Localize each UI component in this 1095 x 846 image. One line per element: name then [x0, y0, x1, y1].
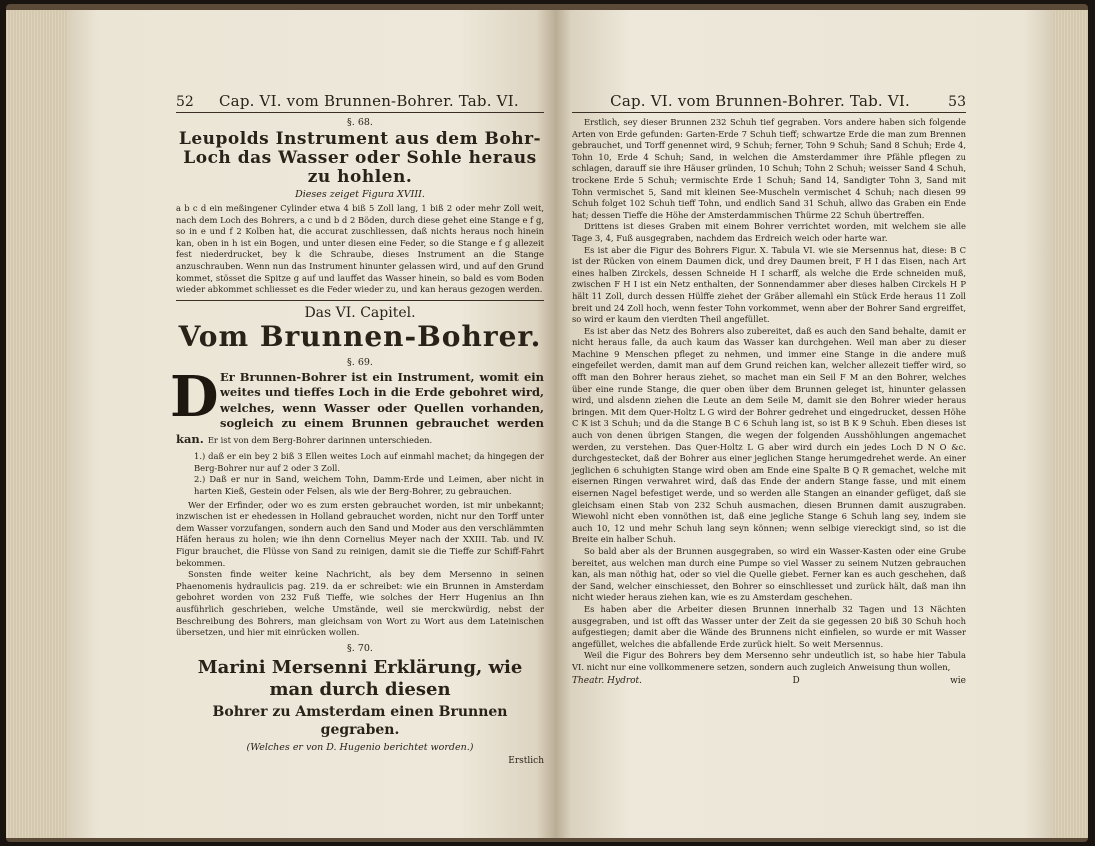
page-number-left: 52 — [176, 94, 194, 110]
section-mark-70: §. 70. — [347, 642, 373, 654]
page-number-right: 53 — [948, 94, 966, 110]
signature-text: Theatr. Hydrot. — [572, 675, 643, 686]
catchword-left: Erstlich — [508, 755, 544, 766]
chapter-title: Vom Brunnen-Bohrer. — [178, 319, 542, 353]
intro-tail: Er ist von dem Berg-Bohrer darinnen unterschieden. — [207, 434, 433, 445]
difference-list — [176, 451, 544, 497]
paragraph: Sonsten finde weiter keine Nachricht, als bey dem Mersenno in seinen Phaenomenis hydraulicis pag. 219. da er schreibet: wie ein Brunnen in Amsterdam gebohret worden von 232 Fuß Tieffe, wie solches der Herr Hugenius an Ihn ausführlich geschrieben, welche Umstände, weil sie merckwürdig, nebst der Beschreibung des Bohrers, man gleichsam von Wort zu Wort aus dem Lateinischen übersetzen, und hier mit einrücken wollen. — [176, 569, 544, 638]
paragraph: So bald aber als der Brunnen ausgegraben, so wird ein Wasser-Kasten oder eine Grube bereitet, aus welchen man durch eine Pumpe so viel Wasser zu seinem Nutzen gebrauchen kan, als man nöthig hat, oder so viel die Quelle giebet. Ferner kan es auch geschehen, daß der Sand, welcher einschiesset, den Bohrer so einschliesset und zurück hält, daß man ihn nicht wieder heraus ziehen kan, wie es zu Amsterdam geschehen. — [572, 545, 966, 603]
section-mark-68: §. 68. — [347, 117, 373, 128]
decorated-initial: D — [170, 363, 219, 430]
running-title-right: Cap. VI. vom Brunnen-Bohrer. Tab. VI. — [610, 92, 910, 110]
section-heading-70: Marini Mersenni Erklärung, wie man durch diesen — [197, 656, 523, 700]
paragraph: Weil die Figur des Bohrers bey dem Mersenno sehr undeutlich ist, so habe hier Tabula VI. nicht nur eine vollkommenere setzen, sondern auch zugleich Anweisung thun wollen, — [572, 650, 966, 672]
list-item: 1.) daß er ein bey 2 biß 3 Ellen weites Loch auf einmahl machet; da hingegen der Berg-Bohrer nur auf 2 oder 3 Zoll. — [194, 451, 544, 473]
chapter-head: Das VI. Capitel. — [304, 304, 416, 321]
left-page — [68, 10, 556, 838]
paragraph: Es ist aber das Netz des Bohrers also zubereitet, daß es auch den Sand behalte, damit er nicht heraus falle, da auch kaum das Wasser kan durchgehen. Weil man aber zu dieser Machine 9 Menschen pfleget zu nehmen, und immer eine Stange in die andere muß eingefeilet werden, damit man auf dem Grund reichen kan, welcher allezeit tieffer wird, so offt man den Bohrer heraus ziehet, so machet man ein Seil F M an den Bohrer, welches über eine runde Stange, die quer oben über dem Brunnen geleget ist, hinunter gelassen wird, und alsdenn ziehen die Leute an dem Seile M, damit sie den Bohrer wieder heraus bringen. Mit dem Quer-Holtz L G wird der Bohrer gedrehet und eingedrucket, dessen Höhe C K ist 3 Schuh; und da die Stange B C 6 Schuh lang ist, so ist B K 9 Schuh. Eben dieses ist auch von denen übrigen Stangen, die wegen der folgenden Ausshöhlungen angemachet werden, zu verstehen. Das Quer-Holtz L G aber wird durch ein jedes Loch D N O &c. durchgestecket, daß der Bohrer aus einer jeglichen Stange herumgedrehet werde. An einer jeglichen 6 schuhigten Stange wird oben am Ende eine Spalte B Q R gemachet, welche mit eisernen Ringen verwahret wird, daß das Ende der andern Stange fasse, und mit einem eisernen Nagel befestiget werde, und so werden alle Stangen an einander gefüget, daß sie gleichsam einen Stab von 232 Schuh ausmachen, diesen Brunnen damit auszugraben. Wiewohl nicht eben vonnöthen ist, daß eine jegliche Stange 6 Schuh lang sey, indem sie auch 10, 12 und mehr Schuh lang seyn können; wenn selbige viereckigt sind, so ist die Breite ein halber Schuh. — [572, 325, 966, 545]
paragraph: Es ist aber die Figur des Bohrers Figur. X. Tabula VI. wie sie Mersennus hat, diese: B C ist der Rücken von einem Daumen dick, und drey Daumen breit, F H I das Eisen, nach Art eines halben Zirckels, dessen Schneide H I scharff, als welche die Erde schneiden muß, zwischen F H I ist ein Netz enthalten, der Sonnendammer aber dieses halben Circkels H P hält 11 Zoll, durch dessen Hülffe ziehet der Gräber allemahl ein Stück Erde heraus 11 Zoll breit und 24 Zoll hoch, wenn fester Tohn vorkommet, wenn aber der Bohrer Sand ergreiffet, so wird er kaum den vierdten Theil angefüllet. — [572, 244, 966, 325]
signature-mark: D — [792, 675, 800, 686]
list-item: 2.) Daß er nur in Sand, weichem Tohn, Damm-Erde und Leimen, aber nicht in harten Kieß, Gestein oder Felsen, als wie der Berg-Bohrer, zu gebrauchen. — [194, 474, 544, 497]
paragraph: Es haben aber die Arbeiter diesen Brunnen innerhalb 32 Tagen und 13 Nächten ausgegraben, und ist offt das Wasser unter der Zeit da sie gegessen 20 biß 30 Schuh hoch aufgestiegen; damit aber die Wände des Brunnens nicht einfielen, so wurde er mit Wasser angefüllet, welches die abfallende Erde zurück hielt. So weit Mersennus. — [572, 603, 966, 649]
paragraph: Erstlich, sey dieser Brunnen 232 Schuh tief gegraben. Vors andere haben sich folgende Arten von Erde gefunden: Garten-Erde 7 Schuh tieff; schwartze Erde die man zum Brennen gebrauchet, und Torff genennet wird, 9 Schuh; ferner, Tohn 9 Schuh; Sand 8 Schuh; Erde 4, Tohn 10, Erde 4 Schuh; Sand, in welchen die Amsterdammer ihre Pfähle pflegen zu schlagen, darauff sie ihre Häuser gründen, 10 Schuh; Tohn 2 Schuh; weisser Sand 4 Schuh, trockene Erde 5 Schuh; vermischte Erde 1 Schuh; Sand 14, Sandigter Tohn 3, Sand mit Tohn vermischet 5, Sand mit kleinen See-Muscheln vermischet 4 Schuh; nach diesen 99 Schuh folget 102 Schuh tieff Tohn, und endlich Sand 31 Schuh, allwo das Graben ein Ende hat; dessen Tieffe die Höhe der Amsterdammischen Thürme 22 Schuh übertreffen. — [572, 117, 966, 220]
section-text-68: a b c d ein meßingener Cylinder etwa 4 biß 5 Zoll lang, 1 biß 2 oder mehr Zoll weit, nach dem Loch des Bohrers, a c und b d 2 Böden, durch diese gehet eine Stange e f g, so in e und f 2 Kolben hat, die accurat zuschliessen, daß nichts heraus noch hinein kan, oben in h ist ein Bogen, und unter diesen eine Feder, so die Stange e f g allezeit fest niederdrucket, bey k die Schraube, dieses Instrument an die Stange anzuschrauben. Wenn nun das Instrument hinunter gelassen wird, und auf den Grund kommet, stösset die Spitze g auf und lauffet das Wasser hinein, so bald es vom Boden wieder abkommet schliesset es die Feder wieder zu, und kan heraus gezogen werden. — [176, 203, 544, 295]
page-edges-left — [6, 10, 68, 838]
catchword-right: wie — [950, 675, 966, 686]
section-heading-68: Leupolds Instrument aus dem Bohr-Loch das Wasser oder Sohle heraus zu hohlen. — [178, 129, 542, 187]
section-subtitle-70: (Welches er von D. Hugenio berichtet worden.) — [246, 741, 474, 753]
section-heading-70-line2: Bohrer zu Amsterdam einen Brunnen gegraben. — [212, 703, 508, 738]
section-mark-69: §. 69. — [347, 356, 373, 368]
paragraph: Drittens ist dieses Graben mit einem Bohrer verrichtet worden, mit welchem sie alle Tage 3, 4, Fuß ausgegraben, nachdem das Erdreich weich oder harte war. — [572, 221, 966, 243]
page-edges-right — [1054, 10, 1088, 838]
running-head-left — [176, 92, 544, 113]
chapter-intro — [170, 363, 544, 448]
section-subtitle-68: Dieses zeiget Figura XVIII. — [295, 189, 425, 200]
running-head-right — [572, 92, 966, 113]
divider — [176, 300, 544, 301]
book-spread — [6, 4, 1088, 842]
running-title-left: Cap. VI. vom Brunnen-Bohrer. Tab. VI. — [219, 92, 519, 110]
intro-text: Er Brunnen-Bohrer ist ein Instrument, womit ein weites und tieffes Loch in die Erde gebohret wird, welches, wenn Wasser oder Quellen vorhanden, sogleich zu einem Brunnen gebrauchet werden kan. — [176, 369, 544, 446]
right-page — [556, 10, 1054, 838]
paragraph: Wer der Erfinder, oder wo es zum ersten gebrauchet worden, ist mir unbekannt; inzwischen ist er ehedessen in Holland gebrauchet worden, nicht nur den Torff unter dem Wasser vorzufangen, sondern auch den Sand und Moder aus den verschlämmten Häfen heraus zu holen; wie ihn denn Cornelius Meyer nach der XXIII. Tab. und IV. Figur brauchet, die Flüsse von Sand zu reinigen, damit sie die Tieffe zur Schiff-Fahrt bekommen. — [176, 499, 544, 568]
page-footer-right — [572, 676, 966, 686]
